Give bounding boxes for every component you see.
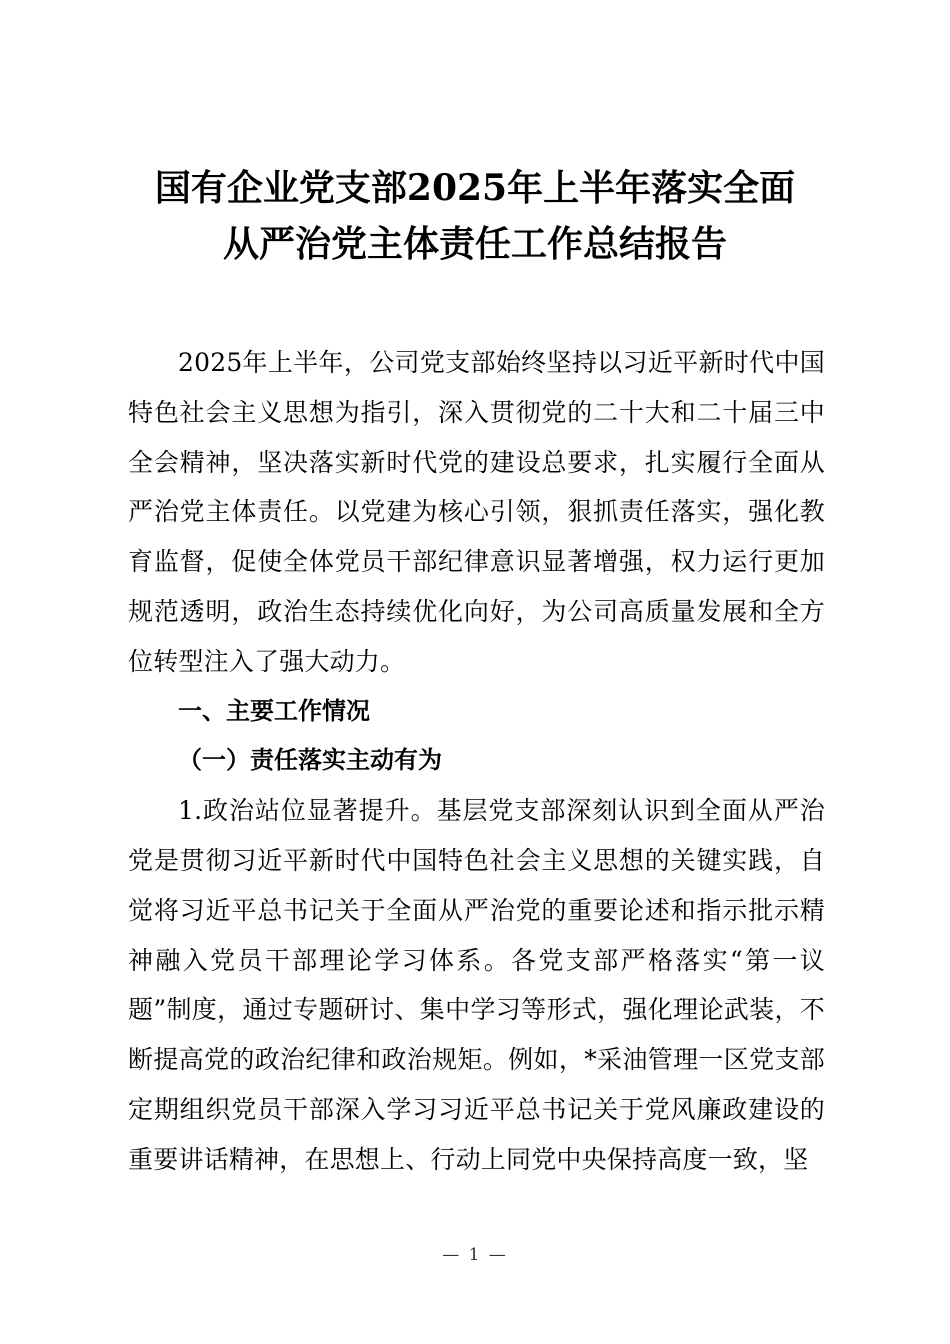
- item-paragraph-political-stance: 1.政治站位显著提升。基层党支部深刻认识到全面从严治党是贯彻习近平新时代中国特色社会主义思想的关键实践，自觉将习近平总书记关于全面从严治党的重要论述和指示批示精神融入党员干部理论学习体系。各党支部严格落实“第一议题”制度，通过专题研讨、集中学习等形式，强化理论武装，不断提高党的政治纪律和政治规矩。例如，*采油管理一区党支部定期组织党员干部深入学习习近平总书记关于党风廉政建设的重要讲话精神，在思想上、行动上同党中央保持高度一致，坚: [128, 796, 825, 1174]
- document-title: [100, 160, 850, 272]
- document-body: [128, 338, 825, 1185]
- title-line-2: 从严治党主体责任工作总结报告: [222, 223, 727, 265]
- section-heading-main-work: 一、主要工作情况: [178, 696, 370, 725]
- subsection-heading-responsibility: （一）责任落实主动有为: [178, 746, 442, 775]
- page-number: — 1 —: [442, 1245, 508, 1265]
- title-line-1: 国有企业党支部2025年上半年落实全面: [154, 167, 796, 209]
- intro-paragraph: 2025年上半年，公司党支部始终坚持以习近平新时代中国特色社会主义思想为指引，深入贯彻党的二十大和二十届三中全会精神，坚决落实新时代党的建设总要求，扎实履行全面从严治党主体责任。以党建为核心引领，狠抓责任落实，强化教育监督，促使全体党员干部纪律意识显著增强，权力运行更加规范透明，政治生态持续优化向好，为公司高质量发展和全方位转型注入了强大动力。: [128, 348, 825, 676]
